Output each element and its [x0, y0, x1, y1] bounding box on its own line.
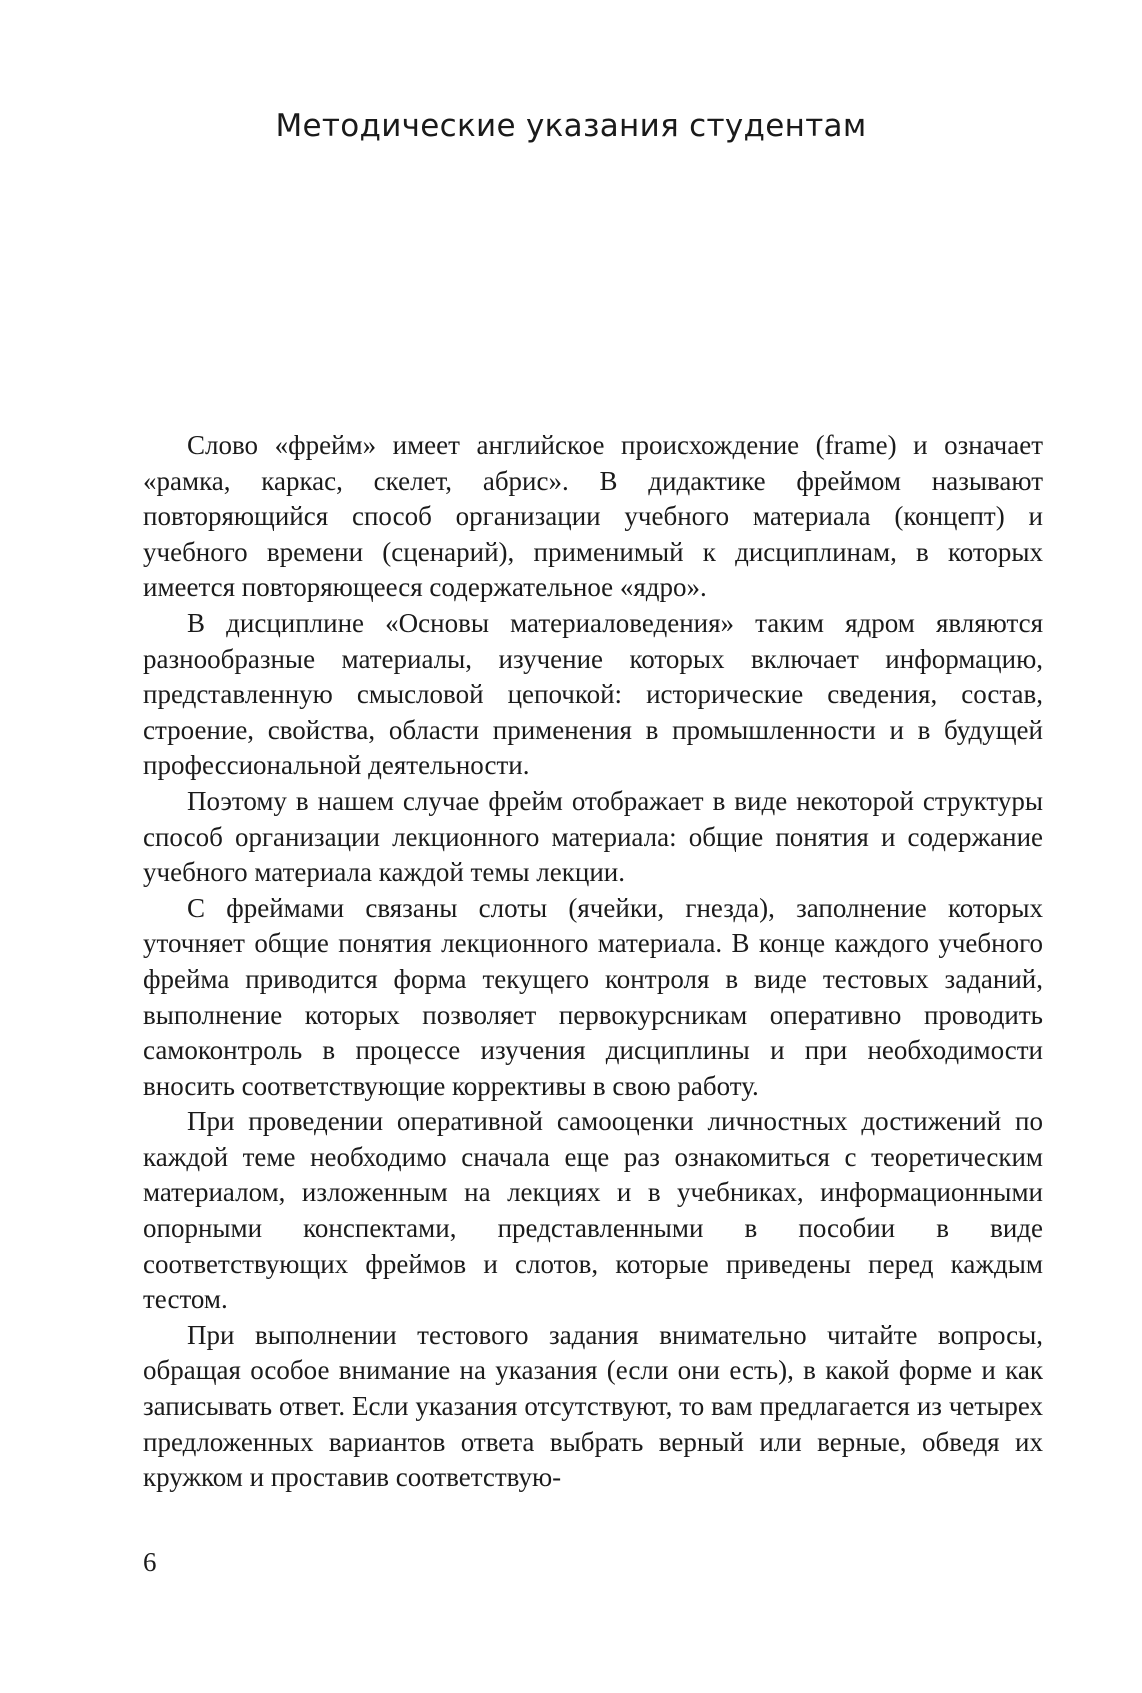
paragraph: При выполнении тестового задания внимательно читайте вопросы, обращая особое внимание на указания (если они есть), в какой форме и как записывать ответ. Если указания отсутствуют, то вам предлагается из четырех предложенных вариантов ответа выбрать верный или верные, обведя их кружком и проставив соответствую- — [143, 1319, 1043, 1493]
paragraph: С фреймами связаны слоты (ячейки, гнезда), заполнение которых уточняет общие понятия лекционного материала. В конце каждого учебного фрейма приводится форма текущего контроля в виде тестовых заданий, выполнение которых позволяет первокурсникам оперативно проводить самоконтроль в процессе изучения дисциплины и при необходимости вносить соответствующие коррективы в свою работу. — [143, 892, 1043, 1101]
paragraph: В дисциплине «Основы материаловедения» таким ядром являются разнообразные материалы, изучение которых включает информацию, представленную смысловой цепочкой: исторические сведения, состав, строение, свойства, области применения в промышленности и в будущей профессиональной деятельности. — [143, 607, 1043, 781]
paragraph: Поэтому в нашем случае фрейм отображает в виде некоторой структуры способ организации лекционного материала: общие понятия и содержание учебного материала каждой темы лекции. — [143, 785, 1043, 888]
page-number: 6 — [143, 1547, 157, 1577]
paragraph: При проведении оперативной самооценки личностных достижений по каждой теме необходимо сначала еще раз ознакомиться с теоретическим материалом, изложенным на лекциях и в учебниках, информационными опорными конспектами, представленными в пособии в виде соответствующих фреймов и слотов, которые приведены перед каждым тестом. — [143, 1106, 1043, 1315]
body-text — [143, 428, 1043, 1496]
page-title: Методические указания студентам — [275, 108, 867, 144]
paragraph: Слово «фрейм» имеет английское происхождение (frame) и означает «рамка, каркас, скелет, абрис». В дидактике фреймом называют повторяющийся способ организации учебного материала (концепт) и учебного времени (сценарий), применимый к дисциплинам, в которых имеется повторяющееся содержательное «ядро». — [143, 430, 1043, 603]
